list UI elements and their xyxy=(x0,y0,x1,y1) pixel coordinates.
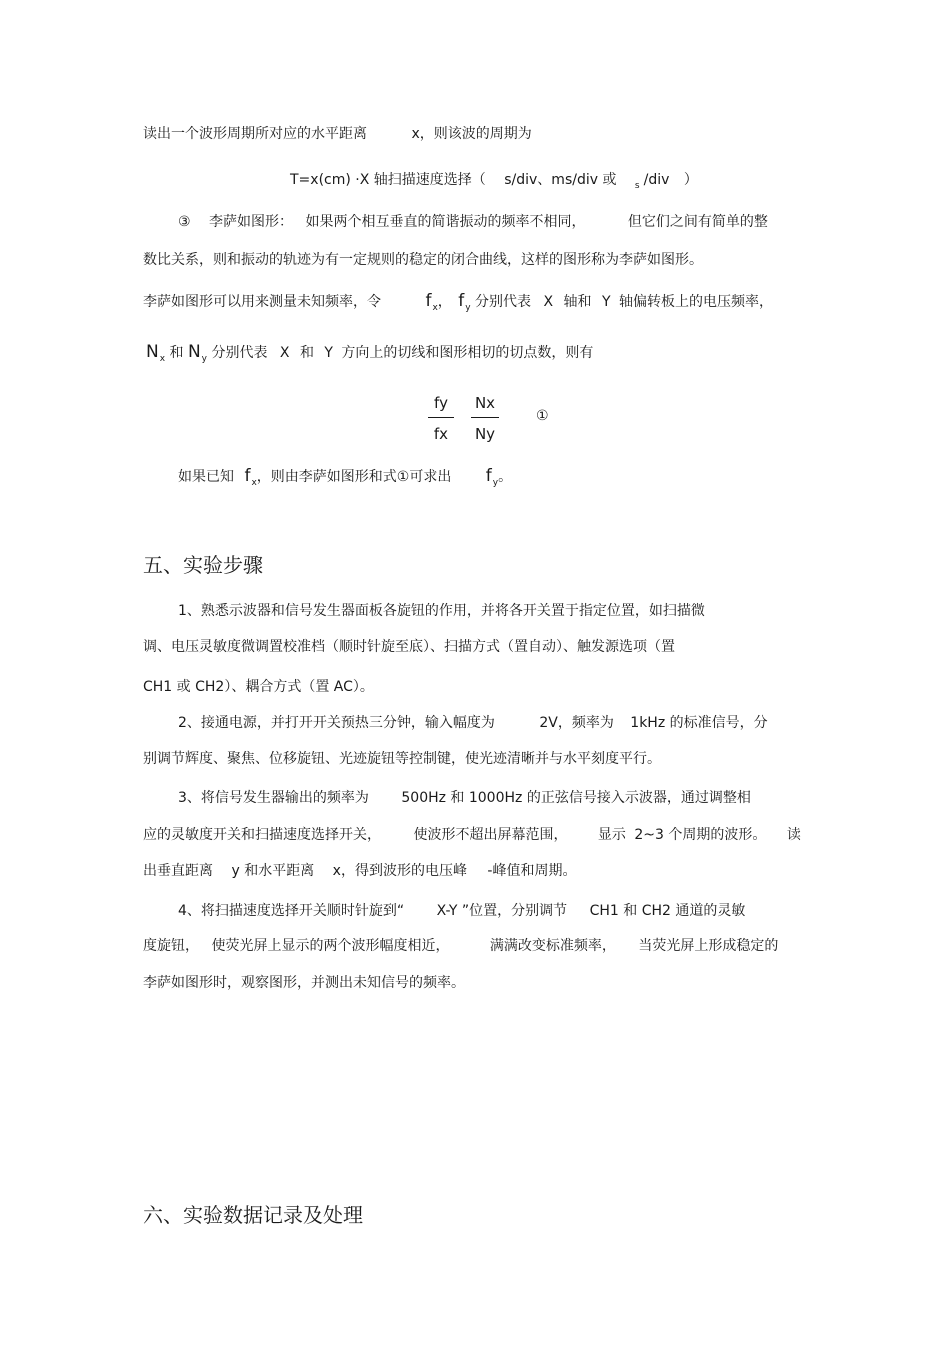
text-seg: 如果已知 xyxy=(178,469,234,485)
text-seg: 和 xyxy=(299,345,314,361)
text-seg: 3、将信号发生器输出的频率为 xyxy=(178,790,369,806)
symbol-nx: $N_x$ xyxy=(146,342,166,364)
step3-line2 xyxy=(143,825,801,845)
text-seg: x，得到波形的电压峰 xyxy=(332,863,467,879)
step1-line3: CH1 或 CH2）、耦合方式（置 AC）。 xyxy=(143,679,374,695)
text-seg: 显示 xyxy=(597,827,626,843)
text-line-period xyxy=(143,124,532,144)
section-heading-5: 五、实验步骤 xyxy=(143,553,263,577)
text-seg: 出垂直距离 xyxy=(143,863,213,879)
step4-line3: 李萨如图形时，观察图形，并测出未知信号的频率。 xyxy=(143,975,465,991)
symbol-fy: $f_y$ xyxy=(485,466,499,488)
text-seg: 1kHz 的标准信号，分 xyxy=(630,715,768,731)
equation-number: ① xyxy=(536,408,549,424)
text-seg: 轴偏转板上的电压频率， xyxy=(618,294,773,310)
text-seg: 4、将扫描速度选择开关顺时针旋到“ xyxy=(178,903,405,919)
text-seg: 但它们之间有简单的整 xyxy=(627,214,768,230)
text-seg: X xyxy=(543,294,554,310)
text-seg: 读出一个波形周期所对应的水平距离 xyxy=(143,126,367,142)
text-seg: /div xyxy=(643,172,670,188)
text-seg: CH1 和 CH2 通道的灵敏 xyxy=(589,903,746,919)
text-seg: 李萨如图形： xyxy=(209,214,294,230)
step3-line3 xyxy=(143,861,576,881)
text-seg: 使荧光屏上显示的两个波形幅度相近， xyxy=(211,938,450,954)
step2-line1 xyxy=(178,713,768,733)
step4-line1 xyxy=(178,901,745,921)
text-seg: 2、接通电源，并打开开关预热三分钟，输入幅度为 xyxy=(178,715,495,731)
text-seg: 满满改变标准频率， xyxy=(489,938,616,954)
text-seg: 。 xyxy=(498,469,513,485)
known-line xyxy=(178,466,512,489)
text-seg: Y xyxy=(324,345,333,361)
text-seg: 应的灵敏度开关和扫描速度选择开关， xyxy=(143,827,381,843)
text-seg: 2V，频率为 xyxy=(539,715,614,731)
symbol-fx: $f_x$ xyxy=(425,291,438,313)
text-seg: ， xyxy=(437,294,452,310)
period-formula xyxy=(290,170,698,192)
text-seg: X xyxy=(279,345,290,361)
text-seg: ，则由李萨如图形和式①可求出 xyxy=(256,469,452,485)
lissajous-line-1 xyxy=(178,212,768,232)
circled-number: ③ xyxy=(178,214,191,230)
text-seg: 500Hz 和 1000Hz 的正弦信号接入示波器，通过调整相 xyxy=(401,790,751,806)
text-seg: 当荧光屏上形成稳定的 xyxy=(638,938,779,954)
step4-line2 xyxy=(143,936,778,956)
text-seg: 分别代表 xyxy=(211,345,268,361)
symbol-fx: $f_x$ xyxy=(244,466,257,488)
symbol-ny: $N_y$ xyxy=(187,342,207,364)
text-seg: 李萨如图形可以用来测量未知频率，令 xyxy=(143,294,381,310)
text-seg: ） xyxy=(683,172,698,188)
text-seg: -峰值和周期。 xyxy=(487,863,577,879)
subscript-s: s xyxy=(634,181,640,191)
text-seg: Y xyxy=(601,294,611,310)
fraction-bar xyxy=(428,417,454,418)
section-heading-6: 六、实验数据记录及处理 xyxy=(143,1203,363,1227)
text-seg: 如果两个相互垂直的简谐振动的频率不相同， xyxy=(305,214,586,230)
fraction-bar xyxy=(471,417,499,418)
text-seg: 轴和 xyxy=(563,294,592,310)
text-seg: 分别代表 xyxy=(475,294,532,310)
lissajous-line-2: 数比关系，则和振动的轨迹为有一定规则的稳定的闭合曲线，这样的图形称为李萨如图形。 xyxy=(143,252,703,268)
denominator-fx: fx xyxy=(433,425,449,443)
step1-line1: 1、熟悉示波器和信号发生器面板各旋钮的作用，并将各开关置于指定位置，如扫描微 xyxy=(178,603,705,619)
text-seg: 使波形不超出屏幕范围， xyxy=(413,827,568,843)
numerator-nx: Nx xyxy=(474,394,496,412)
step1-line2: 调、电压灵敏度微调置校准档（顺时针旋至底）、扫描方式（置自动）、触发源选项（置 xyxy=(143,639,675,655)
denominator-ny: Ny xyxy=(474,425,496,443)
text-seg: x，则该波的周期为 xyxy=(411,126,532,142)
text-seg: s/div、ms/div 或 xyxy=(504,172,617,188)
numerator-fy: fy xyxy=(434,394,448,412)
symbol-fy: $f_y$ xyxy=(458,291,471,313)
lissajous-line-4 xyxy=(146,342,593,365)
text-seg: 2~3 个周期的波形。 xyxy=(634,827,767,843)
step2-line2: 别调节辉度、聚焦、位移旋钮、光迹旋钮等控制键，使光迹清晰并与水平刻度平行。 xyxy=(143,751,661,767)
text-seg: T=x(cm) ·X 轴扫描速度选择（ xyxy=(290,172,486,188)
lissajous-line-3 xyxy=(143,291,773,314)
text-seg: 方向上的切线和图形相切的切点数，则有 xyxy=(341,345,594,361)
fraction-f xyxy=(428,393,454,444)
text-seg: 和 xyxy=(169,345,184,361)
fraction-n xyxy=(471,393,499,444)
text-seg: 读 xyxy=(786,827,801,843)
text-seg: y 和水平距离 xyxy=(231,863,315,879)
step3-line1 xyxy=(178,788,751,808)
text-seg: X-Y ”位置，分别调节 xyxy=(436,903,568,919)
text-seg: 度旋钮， xyxy=(143,938,199,954)
